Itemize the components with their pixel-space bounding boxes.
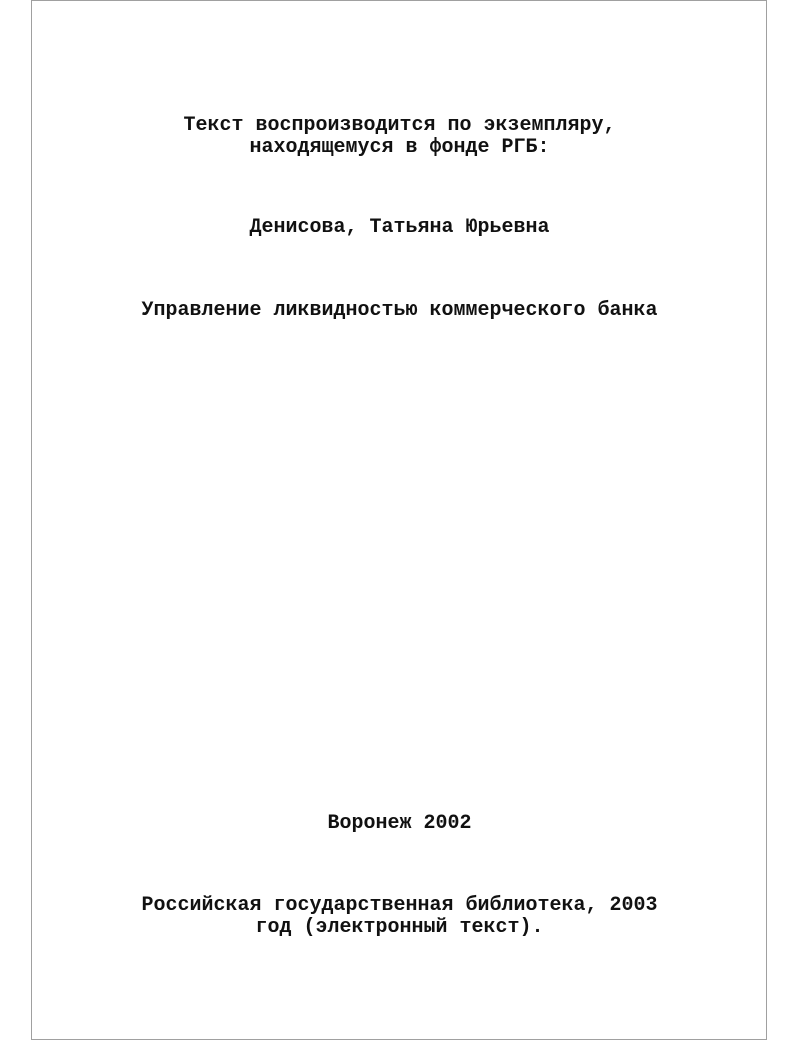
publisher-line-2: год (электронный текст). [255, 916, 544, 939]
source-notice-line-2: находящемуся в фонде РГБ: [249, 136, 550, 159]
publisher-line-1: Российская государственная библиотека, 2003 [141, 894, 658, 917]
source-notice-line-1: Текст воспроизводится по экземпляру, [183, 114, 616, 137]
place-year: Воронеж 2002 [327, 812, 472, 835]
author-name: Денисова, Татьяна Юрьевна [249, 216, 550, 239]
document-title: Управление ликвидностью коммерческого банка [141, 299, 658, 322]
